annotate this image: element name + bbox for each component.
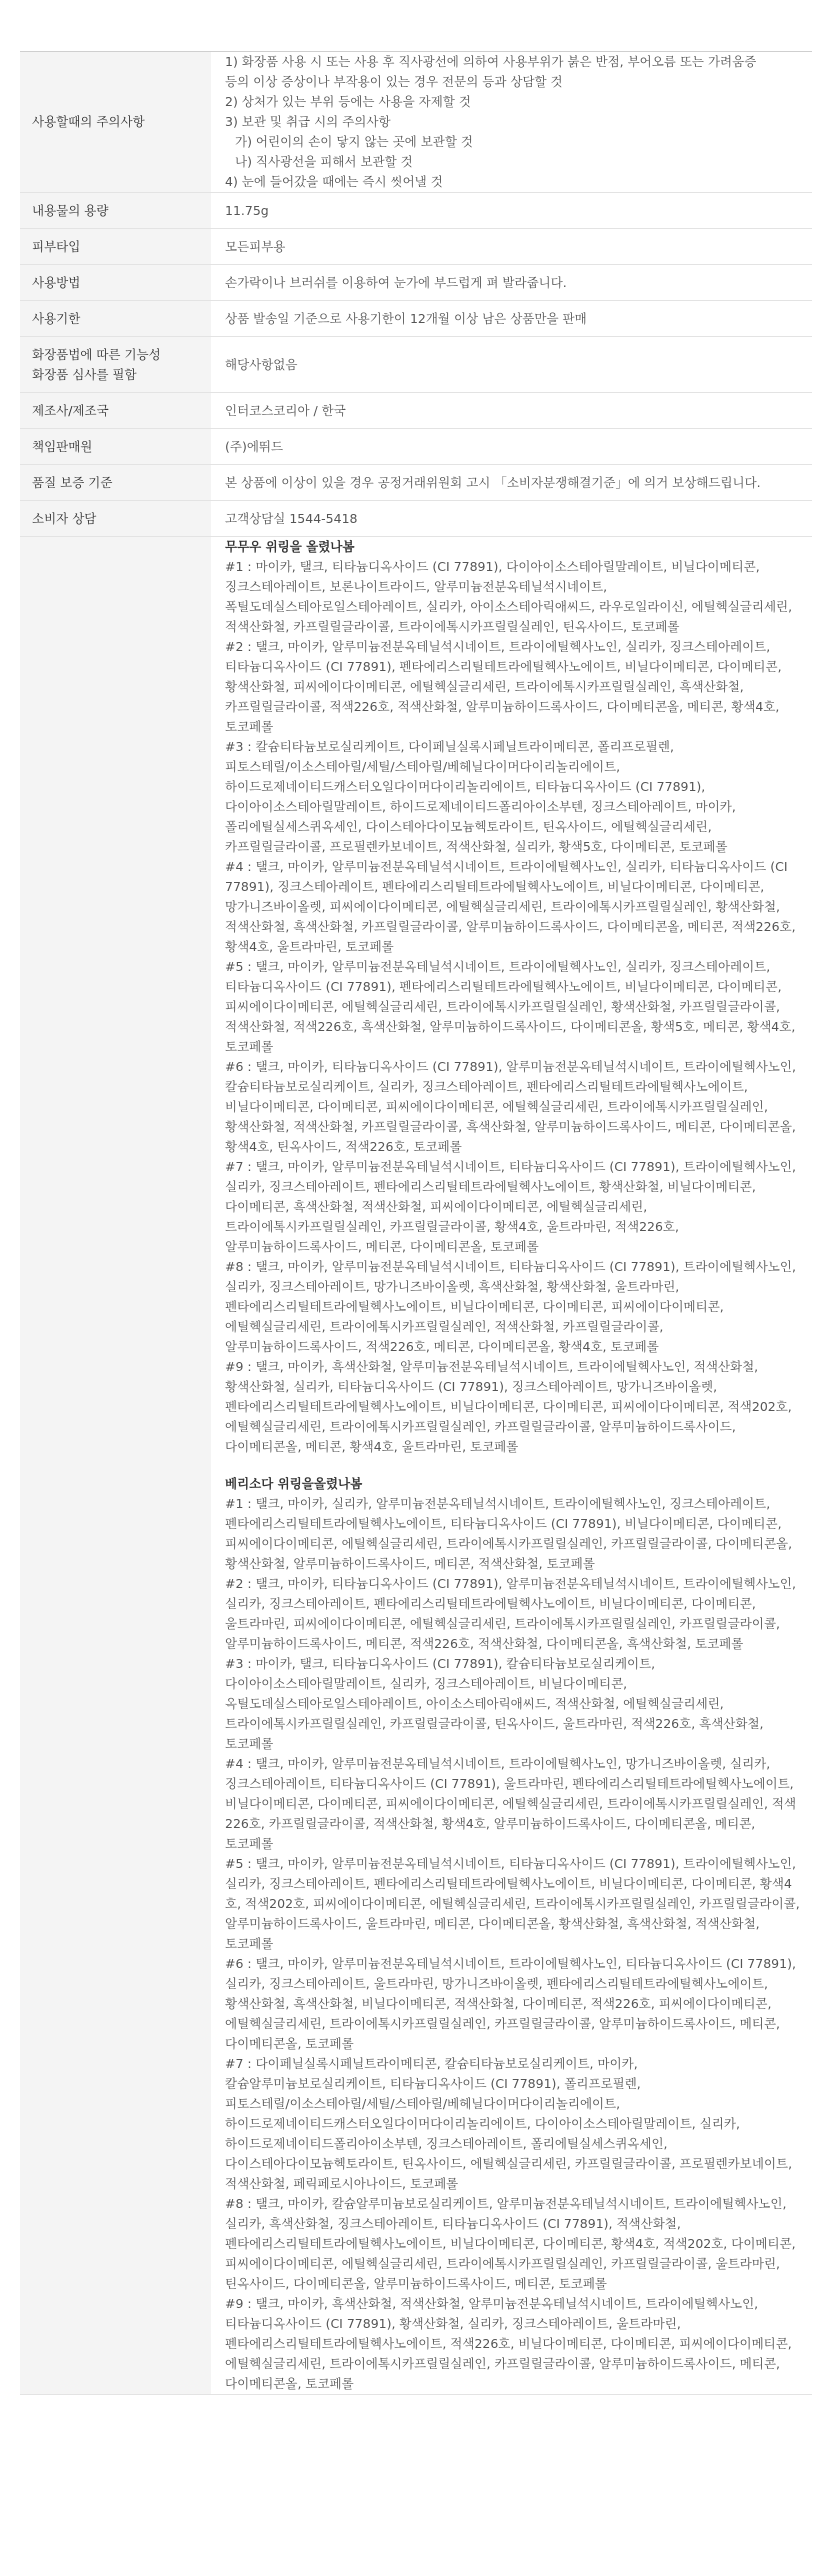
ingredient-group-title: 무무우 위링을 올렸나봄 — [225, 539, 355, 554]
ingredient-line: 다이아이소스테아릴말레이트, 하이드로제네이티드폴리아이소부텐, 징크스테아레이트, 마이카, — [225, 799, 736, 814]
ingredient-line: 펜타에리스리틸테트라에틸헥사노에이트, 비닐다이메티콘, 다이메티콘, 피씨에이다이메티콘, 적색202호, — [225, 1399, 792, 1414]
ingredient-line: 토코페롤 — [225, 1936, 274, 1951]
ingredient-line: 펜타에리스리틸테트라에틸헥사노에이트, 티타늄디옥사이드 (CI 77891), 비닐다이메티콘, 다이메티콘, — [225, 1516, 782, 1531]
product-info-notice — [20, 51, 812, 2395]
ingredient-line: #2 : 탤크, 마이카, 알루미늄전분옥테닐석시네이트, 트라이에틸헥사노인, 실리카, 징크스테아레이트, — [225, 639, 771, 654]
ingredient-line: 황색산화철, 적색산화철, 카프릴릴글라이콜, 흑색산화철, 알루미늄하이드록사이드, 메티콘, 다이메티콘올, — [225, 1119, 796, 1134]
ingredient-line: #1 : 탤크, 마이카, 실리카, 알루미늄전분옥테닐석시네이트, 트라이에틸헥사노인, 징크스테아레이트, — [225, 1496, 771, 1511]
ingredient-line: #8 : 탤크, 마이카, 알루미늄전분옥테닐석시네이트, 티타늄디옥사이드 (CI 77891), 트라이에틸헥사노인, — [225, 1259, 796, 1274]
ingredient-line: 적색산화철, 적색226호, 흑색산화철, 알루미늄하이드록사이드, 다이메티콘올, 황색5호, 메티콘, 황색4호, — [225, 1019, 796, 1034]
ingredient-line: #7 : 탤크, 마이카, 알루미늄전분옥테닐석시네이트, 티타늄디옥사이드 (CI 77891), 트라이에틸헥사노인, — [225, 1159, 796, 1174]
caution-line: 등의 이상 증상이나 부작용이 있는 경우 전문의 등과 상담할 것 — [225, 74, 563, 89]
row-label: 내용물의 용량 — [20, 193, 211, 229]
ingredient-line: 황색산화철, 흑색산화철, 비닐다이메티콘, 적색산화철, 다이메티콘, 적색226호, 피씨에이다이메티콘, — [225, 1996, 772, 2011]
ingredient-line: 징크스테아레이트, 티타늄디옥사이드 (CI 77891), 울트라마린, 펜타에리스리틸테트라에틸헥사노에이트, — [225, 1776, 794, 1791]
ingredient-line: 토코페롤 — [225, 719, 274, 734]
caution-line: 3) 보관 및 취급 시의 주의사항 — [225, 114, 391, 129]
ingredient-line: 티타늄디옥사이드 (CI 77891), 펜타에리스리틸테트라에틸헥사노에이트, 비닐다이메티콘, 다이메티콘, — [225, 979, 782, 994]
ingredient-line: 황색4호, 틴옥사이드, 적색226호, 토코페롤 — [225, 1139, 462, 1154]
ingredient-line: 망가니즈바이올렛, 피씨에이다이메티콘, 에틸헥실글리세린, 트라이에톡시카프릴릴실레인, 황색산화철, — [225, 899, 780, 914]
ingredient-line: #2 : 탤크, 마이카, 티타늄디옥사이드 (CI 77891), 알루미늄전분옥테닐석시네이트, 트라이에틸헥사노인, — [225, 1576, 796, 1591]
ingredient-line: 카프릴릴글라이콜, 적색226호, 적색산화철, 알루미늄하이드록사이드, 다이메티콘올, 메티콘, 황색4호, — [225, 699, 780, 714]
ingredient-line: 알루미늄하이드록사이드, 메티콘, 적색226호, 적색산화철, 다이메티콘올, 흑색산화철, 토코페롤 — [225, 1636, 744, 1651]
ingredient-line: 옥틸도데실스테아로일스테아레이트, 아이소스테아릭애씨드, 적색산화철, 에틸헥실글리세린, — [225, 1696, 724, 1711]
ingredient-line: 다이메티콘올, 토코페롤 — [225, 2036, 354, 2051]
ingredient-line: 피씨에이다이메티콘, 에틸헥실글리세린, 트라이에톡시카프릴릴실레인, 카프릴릴글라이콜, 다이메티콘올, — [225, 1536, 793, 1551]
ingredient-line: 적색산화철, 카프릴릴글라이콜, 트라이에톡시카프릴릴실레인, 틴옥사이드, 토코페롤 — [225, 619, 680, 634]
caution-line: 2) 상처가 있는 부위 등에는 사용을 자제할 것 — [225, 94, 471, 109]
ingredient-line: 실리카, 징크스테아레이트, 펜타에리스리틸테트라에틸헥사노에이트, 비닐다이메티콘, 다이메티콘, — [225, 1596, 756, 1611]
ingredient-line: 적색산화철, 흑색산화철, 카프릴릴글라이콜, 알루미늄하이드록사이드, 다이메티콘올, 메티콘, 적색226호, — [225, 919, 796, 934]
ingredient-line: 226호, 카프릴릴글라이콜, 적색산화철, 황색4호, 알루미늄하이드록사이드, 다이메티콘올, 메티콘, — [225, 1816, 756, 1831]
ingredient-line: 77891), 징크스테아레이트, 펜타에리스리틸테트라에틸헥사노에이트, 비닐다이메티콘, 다이메티콘, — [225, 879, 765, 894]
row-value: 11.75g — [211, 193, 812, 229]
ingredient-line: #5 : 탤크, 마이카, 알루미늄전분옥테닐석시네이트, 트라이에틸헥사노인, 실리카, 징크스테아레이트, — [225, 959, 771, 974]
ingredient-line: 토코페롤 — [225, 1736, 274, 1751]
ingredient-line: 황색산화철, 피씨에이다이메티콘, 에틸헥실글리세린, 트라이에톡시카프릴릴실레인, 흑색산화철, — [225, 679, 744, 694]
ingredient-line: 칼슘티타늄보로실리케이트, 실리카, 징크스테아레이트, 펜타에리스리틸테트라에틸헥사노에이트, — [225, 1079, 748, 1094]
row-value: 해당사항없음 — [211, 337, 812, 393]
ingredient-line: 피씨에이다이메티콘, 에틸헥실글리세린, 트라이에톡시카프릴릴실레인, 황색산화철, 카프릴릴글라이콜, — [225, 999, 780, 1014]
row-label-line: 화장품법에 따른 기능성 — [32, 346, 161, 362]
ingredient-line: 트라이에톡시카프릴릴실레인, 카프릴릴글라이콜, 황색4호, 울트라마린, 적색226호, — [225, 1219, 679, 1234]
ingredient-line: 티타늄디옥사이드 (CI 77891), 황색산화철, 실리카, 징크스테아레이트, 울트라마린, — [225, 2316, 681, 2331]
ingredient-line: 하이드로제네이티드캐스터오일다이머다이리놀리에이트, 다이아이소스테아릴말레이트, 실리카, — [225, 2116, 740, 2131]
ingredient-line: 울트라마린, 피씨에이다이메티콘, 에틸헥실글리세린, 트라이에톡시카프릴릴실레인, 카프릴릴글라이콜, — [225, 1616, 780, 1631]
ingredient-line: #8 : 탤크, 마이카, 칼슘알루미늄보로실리케이트, 알루미늄전분옥테닐석시네이트, 트라이에틸헥사노인, — [225, 2196, 787, 2211]
ingredient-line: 알루미늄하이드록사이드, 울트라마린, 메티콘, 다이메티콘올, 황색산화철, 흑색산화철, 적색산화철, — [225, 1916, 760, 1931]
ingredient-line: 피토스테릴/이소스테아릴/세틸/스테아릴/베헤닐다이머다이리놀리에이트, — [225, 2096, 621, 2111]
caution-line: 나) 직사광선을 피해서 보관할 것 — [235, 154, 413, 169]
ingredient-line: 트라이에톡시카프릴릴실레인, 카프릴릴글라이콜, 틴옥사이드, 울트라마린, 적색226호, 흑색산화철, — [225, 1716, 764, 1731]
ingredient-line: 펜타에리스리틸테트라에틸헥사노에이트, 적색226호, 비닐다이메티콘, 다이메티콘, 피씨에이다이메티콘, — [225, 2336, 792, 2351]
ingredient-line: 알루미늄하이드록사이드, 메티콘, 다이메티콘올, 토코페롤 — [225, 1239, 539, 1254]
ingredient-groups — [225, 537, 798, 2394]
ingredient-line: #3 : 칼슘티타늄보로실리케이트, 다이페닐실록시페닐트라이메티콘, 폴리프로필렌, — [225, 739, 674, 754]
row-label: 제조사/제조국 — [20, 393, 211, 429]
ingredient-line: 카프릴릴글라이콜, 프로필렌카보네이트, 적색산화철, 실리카, 황색5호, 다이메티콘, 토코페롤 — [225, 839, 728, 854]
group-gap — [225, 1457, 798, 1474]
ingredient-line: 피씨에이다이메티콘, 에틸헥실글리세린, 트라이에톡시카프릴릴실레인, 카프릴릴글라이콜, 울트라마린, — [225, 2256, 780, 2271]
row-label-line: 화장품 심사를 필함 — [32, 366, 137, 382]
row-label: 품질 보증 기준 — [20, 465, 211, 501]
row-label: 소비자 상담 — [20, 501, 211, 537]
caution-line: 가) 어린이의 손이 닿지 않는 곳에 보관할 것 — [235, 134, 473, 149]
ingredient-line: #9 : 탤크, 마이카, 흑색산화철, 적색산화철, 알루미늄전분옥테닐석시네이트, 트라이에틸헥사노인, — [225, 2296, 759, 2311]
ingredient-line: #4 : 탤크, 마이카, 알루미늄전분옥테닐석시네이트, 트라이에틸헥사노인, 망가니즈바이올렛, 실리카, — [225, 1756, 771, 1771]
ingredient-line: #7 : 다이페닐실록시페닐트라이메티콘, 칼슘티타늄보로실리케이트, 마이카, — [225, 2056, 638, 2071]
ingredient-line: #5 : 탤크, 마이카, 알루미늄전분옥테닐석시네이트, 티타늄디옥사이드 (CI 77891), 트라이에틸헥사노인, — [225, 1856, 796, 1871]
row-value: (주)에뛰드 — [211, 429, 812, 465]
ingredient-line: 티타늄디옥사이드 (CI 77891), 펜타에리스리틸테트라에틸헥사노에이트, 비닐다이메티콘, 다이메티콘, — [225, 659, 782, 674]
ingredient-line: 실리카, 징크스테아레이트, 펜타에리스리틸테트라에틸헥사노에이트, 황색산화철, 비닐다이메티콘, — [225, 1179, 756, 1194]
ingredient-line: 하이드로제네이티드폴리아이소부텐, 징크스테아레이트, 폴리에틸실세스퀴옥세인, — [225, 2136, 668, 2151]
usage-caution-value — [211, 52, 812, 193]
ingredient-line: 다이메티콘올, 토코페롤 — [225, 2376, 354, 2391]
ingredient-line: #4 : 탤크, 마이카, 알루미늄전분옥테닐석시네이트, 트라이에틸헥사노인, 실리카, 티타늄디옥사이드 (CI — [225, 859, 788, 874]
row-label: 사용방법 — [20, 265, 211, 301]
row-expiry — [20, 301, 812, 337]
ingredient-line: 토코페롤 — [225, 1039, 274, 1054]
ingredient-line: 폴리에틸실세스퀴옥세인, 다이스테아다이모늄헥토라이트, 틴옥사이드, 에틸헥실글리세린, — [225, 819, 712, 834]
row-label-empty — [20, 537, 211, 2395]
row-functional-cosmetic — [20, 337, 812, 393]
ingredient-line: #6 : 탤크, 마이카, 티타늄디옥사이드 (CI 77891), 알루미늄전분옥테닐석시네이트, 트라이에틸헥사노인, — [225, 1059, 796, 1074]
ingredient-line: 실리카, 징크스테아레이트, 망가니즈바이올렛, 흑색산화철, 황색산화철, 울트라마린, — [225, 1279, 680, 1294]
ingredient-line: #9 : 탤크, 마이카, 흑색산화철, 알루미늄전분옥테닐석시네이트, 트라이에틸헥사노인, 적색산화철, — [225, 1359, 759, 1374]
ingredient-line: 징크스테아레이트, 보론나이트라이드, 알루미늄전분옥테닐석시네이트, — [225, 579, 608, 594]
ingredient-line: 다이메티콘올, 메티콘, 황색4호, 울트라마린, 토코페롤 — [225, 1439, 519, 1454]
ingredient-line: 적색산화철, 페릭페로시아나이드, 토코페롤 — [225, 2176, 459, 2191]
ingredient-line: 폭틸도데실스테아로일스테아레이트, 실리카, 아이소스테아릭애씨드, 라우로일라이신, 에틸헥실글리세린, — [225, 599, 793, 614]
ingredient-line: #3 : 마이카, 탤크, 티타늄디옥사이드 (CI 77891), 칼슘티타늄보로실리케이트, — [225, 1656, 656, 1671]
row-label: 피부타입 — [20, 229, 211, 265]
row-quality-guarantee — [20, 465, 812, 501]
ingredient-line: 에틸헥실글리세린, 트라이에톡시카프릴릴실레인, 카프릴릴글라이콜, 알루미늄하이드록사이드, 메티콘, — [225, 2016, 780, 2031]
row-volume — [20, 193, 812, 229]
row-label: 책임판매원 — [20, 429, 211, 465]
row-distributor — [20, 429, 812, 465]
row-usage-method — [20, 265, 812, 301]
row-ingredients — [20, 537, 812, 2395]
row-skin-type — [20, 229, 812, 265]
row-value: 손가락이나 브러쉬를 이용하여 눈가에 부드럽게 펴 발라줍니다. — [211, 265, 812, 301]
ingredient-line: 펜타에리스리틸테트라에틸헥사노에이트, 비닐다이메티콘, 다이메티콘, 황색4호, 적색202호, 다이메티콘, — [225, 2236, 796, 2251]
row-value: 본 상품에 이상이 있을 경우 공정거래위원회 고시 「소비자분쟁해결기준」에 의거 보상해드립니다. — [211, 465, 812, 501]
ingredient-line: #6 : 탤크, 마이카, 알루미늄전분옥테닐석시네이트, 트라이에틸헥사노인, 티타늄디옥사이드 (CI 77891), — [225, 1956, 796, 1971]
row-customer-service — [20, 501, 812, 537]
ingredient-line: 에틸헥실글리세린, 트라이에톡시카프릴릴실레인, 카프릴릴글라이콜, 알루미늄하이드록사이드, 메티콘, — [225, 2356, 780, 2371]
ingredient-line: 황색4호, 울트라마린, 토코페롤 — [225, 939, 394, 954]
row-value: 상품 발송일 기준으로 사용기한이 12개월 이상 남은 상품만을 판매 — [211, 301, 812, 337]
ingredient-line: 토코페롤 — [225, 1836, 274, 1851]
ingredient-line: 비닐다이메티콘, 다이메티콘, 피씨에이다이메티콘, 에틸헥실글리세린, 트라이에톡시카프릴릴실레인, — [225, 1099, 768, 1114]
ingredient-line: 다이스테아다이모늄헥토라이트, 틴옥사이드, 에틸헥실글리세린, 카프릴릴글라이콜, 프로필렌카보네이트, — [225, 2156, 793, 2171]
row-label: 사용기한 — [20, 301, 211, 337]
row-manufacturer — [20, 393, 812, 429]
caution-line: 4) 눈에 들어갔을 때에는 즉시 씻어낼 것 — [225, 174, 443, 189]
ingredient-line: 칼슘알루미늄보로실리케이트, 티타늄디옥사이드 (CI 77891), 폴리프로필렌, — [225, 2076, 641, 2091]
row-value: 모든피부용 — [211, 229, 812, 265]
ingredient-line: 실리카, 흑색산화철, 징크스테아레이트, 티타늄디옥사이드 (CI 77891), 적색산화철, — [225, 2216, 681, 2231]
ingredient-line: 비닐다이메티콘, 다이메티콘, 피씨에이다이메티콘, 에틸헥실글리세린, 트라이에톡시카프릴릴실레인, 적색 — [225, 1796, 797, 1811]
ingredients-value — [211, 537, 812, 2395]
row-value: 고객상담실 1544-5418 — [211, 501, 812, 537]
row-usage-caution — [20, 52, 812, 193]
row-label — [20, 337, 211, 393]
ingredient-line: 알루미늄하이드록사이드, 적색226호, 메티콘, 다이메티콘올, 황색4호, 토코페롤 — [225, 1339, 659, 1354]
ingredient-line: 에틸헥실글리세린, 트라이에톡시카프릴릴실레인, 적색산화철, 카프릴릴글라이콜, — [225, 1319, 664, 1334]
ingredient-group-title: 베리소다 위링을올렸나봄 — [225, 1476, 363, 1491]
ingredient-line: 틴옥사이드, 다이메티콘올, 알루미늄하이드록사이드, 메티콘, 토코페롤 — [225, 2276, 607, 2291]
ingredient-line: #1 : 마이카, 탤크, 티타늄디옥사이드 (CI 77891), 다이아이소스테아릴말레이트, 비닐다이메티콘, — [225, 559, 760, 574]
ingredient-line: 호, 적색202호, 피씨에이다이메티콘, 에틸헥실글리세린, 트라이에톡시카프릴릴실레인, 카프릴릴글라이콜, — [225, 1896, 800, 1911]
ingredient-line: 펜타에리스리틸테트라에틸헥사노에이트, 비닐다이메티콘, 다이메티콘, 피씨에이다이메티콘, — [225, 1299, 724, 1314]
product-info-table — [20, 51, 812, 2395]
ingredient-line: 하이드로제네이티드캐스터오일다이머다이리놀리에이트, 티타늄디옥사이드 (CI 77891), — [225, 779, 706, 794]
ingredient-line: 실리카, 징크스테아레이트, 울트라마린, 망가니즈바이올렛, 펜타에리스리틸테트라에틸헥사노에이트, — [225, 1976, 768, 1991]
row-value: 인터코스코리아 / 한국 — [211, 393, 812, 429]
row-label: 사용할때의 주의사항 — [20, 52, 211, 193]
ingredient-line: 다이메티콘, 흑색산화철, 적색산화철, 피씨에이다이메티콘, 에틸헥실글리세린, — [225, 1199, 648, 1214]
ingredient-line: 다이아이소스테아릴말레이트, 실리카, 징크스테아레이트, 비닐다이메티콘, — [225, 1676, 628, 1691]
ingredient-line: 실리카, 징크스테아레이트, 펜타에리스리틸테트라에틸헥사노에이트, 비닐다이메티콘, 다이메티콘, 황색4 — [225, 1876, 792, 1891]
ingredient-line: 에틸헥실글리세린, 트라이에톡시카프릴릴실레인, 카프릴릴글라이콜, 알루미늄하이드록사이드, — [225, 1419, 736, 1434]
caution-line: 1) 화장품 사용 시 또는 사용 후 직사광선에 의하여 사용부위가 붉은 반점, 부어오름 또는 가려움증 — [225, 54, 757, 69]
ingredient-line: 황색산화철, 실리카, 티타늄디옥사이드 (CI 77891), 징크스테아레이트, 망가니즈바이올렛, — [225, 1379, 718, 1394]
ingredient-line: 황색산화철, 알루미늄하이드록사이드, 메티콘, 적색산화철, 토코페롤 — [225, 1556, 595, 1571]
ingredient-line: 피토스테릴/이소스테아릴/세틸/스테아릴/베헤닐다이머다이리놀리에이트, — [225, 759, 621, 774]
